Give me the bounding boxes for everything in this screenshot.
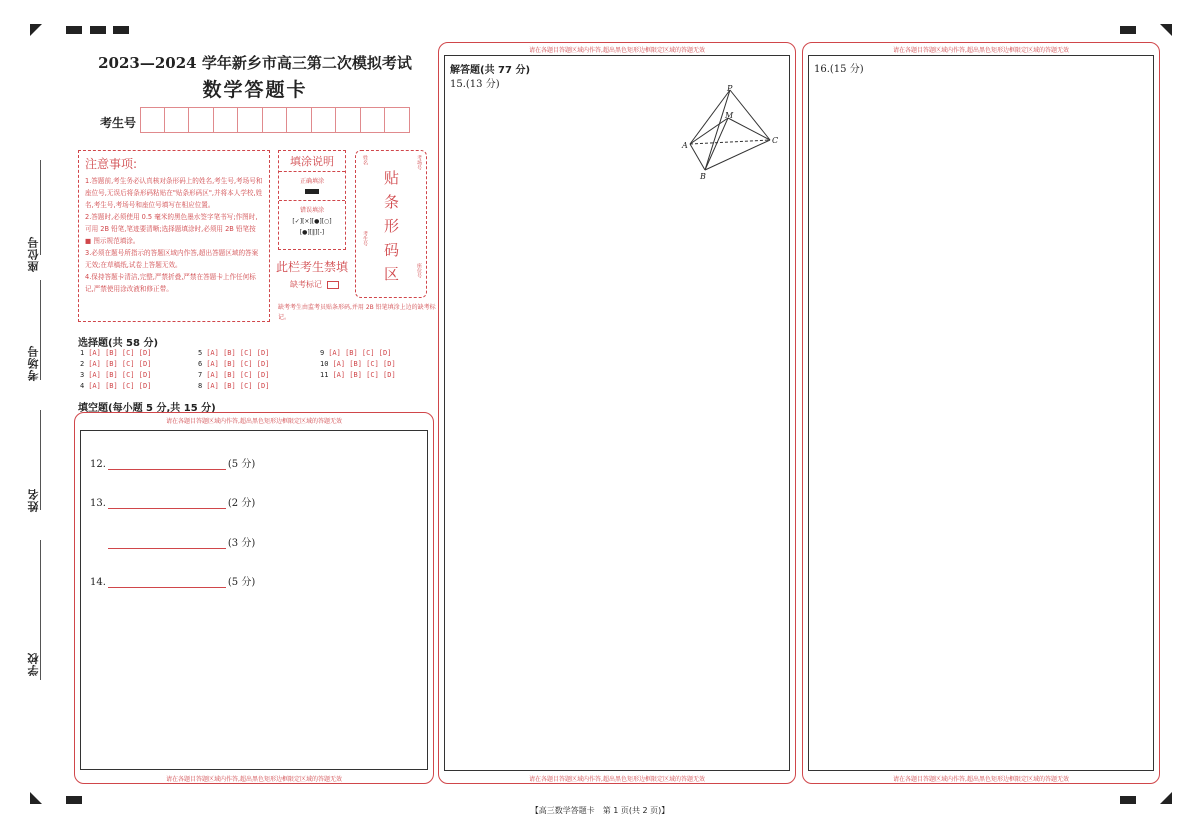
- choice-row[interactable]: 4 [A] [B] [C] [D]: [80, 382, 152, 390]
- choice-row[interactable]: 11 [A] [B] [C] [D]: [320, 371, 396, 379]
- id-cell[interactable]: [214, 107, 239, 133]
- notes-item: 1.答题前,考生务必认真核对条形码上的姓名,考生号,考场号和座位号,无误后将条形码粘贴在"贴条形码区",并将本人学校,姓名,考生号,考场号和座位号填写在相应位置。: [85, 177, 263, 209]
- id-cell[interactable]: [140, 107, 165, 133]
- choice-row[interactable]: 9 [A] [B] [C] [D]: [320, 349, 392, 357]
- notes-title: 注意事项:: [85, 157, 138, 171]
- fill-in-title: 填空题(每小题 5 分,共 15 分): [78, 403, 216, 414]
- choice-row[interactable]: 6 [A] [B] [C] [D]: [198, 360, 270, 368]
- fill-guide-box: [278, 150, 346, 250]
- id-cell[interactable]: [165, 107, 190, 133]
- label-m: M: [725, 111, 734, 120]
- corner-mark-bottom-left: [30, 792, 42, 804]
- forbid-label: 此栏考生禁填: [276, 260, 349, 274]
- barcode-char: 贴: [384, 169, 400, 187]
- id-cell[interactable]: [336, 107, 361, 133]
- card-title: 数学答题卡: [202, 79, 308, 101]
- q13-blank-a[interactable]: 13. (2 分): [90, 498, 256, 509]
- barcode-small-label: 座位号: [416, 263, 422, 278]
- choice-row[interactable]: 1 [A] [B] [C] [D]: [80, 349, 152, 357]
- correct-fill-sample: [305, 189, 319, 194]
- barcode-char: 形: [384, 217, 400, 235]
- notes-item: 4.保持答题卡清洁,完整,严禁折叠,严禁在答题卡上作任何标记,严禁使用涂改液和修正带。: [85, 273, 256, 293]
- label-p: P: [727, 84, 733, 93]
- exam-title: 2023—2024 学年新乡市高三第二次模拟考试: [98, 54, 412, 72]
- fill-in-answer-area[interactable]: [80, 430, 428, 770]
- corner-mark-bottom-right: [1160, 792, 1172, 804]
- timing-mark: [1120, 26, 1136, 34]
- choice-row[interactable]: 3 [A] [B] [C] [D]: [80, 371, 152, 379]
- warning-text: 请在各题目答题区域内作答,超出黑色矩形边框限定区域的答题无效: [529, 776, 705, 783]
- absent-label: 缺考标记: [290, 280, 322, 289]
- warning-text: 请在各题目答题区域内作答,超出黑色矩形边框限定区域的答题无效: [529, 47, 705, 54]
- timing-mark: [113, 26, 129, 34]
- choice-row[interactable]: 7 [A] [B] [C] [D]: [198, 371, 270, 379]
- id-label: 考生号: [100, 116, 137, 130]
- label-a: A: [682, 141, 688, 150]
- barcode-char: 区: [384, 265, 400, 283]
- warning-text: 请在各题目答题区域内作答,超出黑色矩形边框限定区域的答题无效: [166, 776, 342, 783]
- q14-blank[interactable]: 14. (5 分): [90, 577, 256, 588]
- id-cell[interactable]: [287, 107, 312, 133]
- choice-row[interactable]: 5 [A] [B] [C] [D]: [198, 349, 270, 357]
- q13-blank-b[interactable]: (3 分): [90, 534, 255, 549]
- choice-row[interactable]: 8 [A] [B] [C] [D]: [198, 382, 270, 390]
- absent-checkbox[interactable]: [327, 281, 339, 289]
- id-cell[interactable]: [385, 107, 410, 133]
- barcode-area: [355, 150, 427, 298]
- notes-box: [78, 150, 270, 322]
- label-c: C: [772, 136, 779, 145]
- id-cell[interactable]: [361, 107, 386, 133]
- wrong-fill-label: 错误填涂: [279, 200, 345, 214]
- label-b: B: [700, 172, 706, 181]
- pyramid-figure: [680, 82, 790, 182]
- q16-label: 16.(15 分): [814, 64, 864, 75]
- choice-row[interactable]: 2 [A] [B] [C] [D]: [80, 360, 152, 368]
- seat-label: 座位号: [27, 236, 40, 272]
- q16-answer-area[interactable]: [808, 55, 1154, 771]
- id-cell[interactable]: [238, 107, 263, 133]
- school-label: 学校: [27, 652, 40, 676]
- choice-title: 选择题(共 58 分): [78, 338, 159, 349]
- timing-mark: [66, 26, 82, 34]
- warning-text: 请在各题目答题区域内作答,超出黑色矩形边框限定区域的答题无效: [893, 776, 1069, 783]
- absent-note: 缺考考生由监考员贴条形码,并用 2B 铅笔填涂上边的缺考标记。: [278, 304, 436, 321]
- wrong-fill-examples: [✓][×][●][○]: [292, 218, 332, 225]
- page-footer: 【高三数学答题卡 第 1 页(共 2 页)】: [530, 806, 670, 815]
- name-label: 姓名: [27, 488, 40, 512]
- id-cell[interactable]: [312, 107, 337, 133]
- corner-mark-top-right: [1160, 24, 1172, 36]
- barcode-char: 条: [384, 193, 400, 211]
- id-cell[interactable]: [263, 107, 288, 133]
- q12-blank[interactable]: 12. (5 分): [90, 459, 256, 470]
- barcode-char: 码: [384, 241, 400, 259]
- room-label: 考场号: [27, 345, 40, 381]
- warning-text: 请在各题目答题区域内作答,超出黑色矩形边框限定区域的答题无效: [166, 418, 342, 425]
- warning-text: 请在各题目答题区域内作答,超出黑色矩形边框限定区域的答题无效: [893, 47, 1069, 54]
- wrong-fill-examples: [●][‖][-]: [299, 229, 325, 236]
- q15-label: 15.(13 分): [450, 79, 500, 90]
- correct-fill-label: 正确填涂: [299, 178, 324, 185]
- timing-mark: [66, 796, 82, 804]
- answer-title: 解答题(共 77 分): [450, 65, 531, 76]
- barcode-small-label: 考生号: [362, 231, 368, 246]
- corner-mark-top-left: [30, 24, 42, 36]
- notes-item: 3.必须在题号所指示的答题区域内作答,超出答题区域的答案无效;在草稿纸,试卷上答题无效。: [85, 249, 259, 269]
- choice-row[interactable]: 10 [A] [B] [C] [D]: [320, 360, 396, 368]
- timing-mark: [1120, 796, 1136, 804]
- timing-mark: [90, 26, 106, 34]
- notes-item: 2.答题时,必须使用 0.5 毫米的黑色墨水签字笔书写;作图时,可用 2B 铅笔,笔迹要清晰;选择题填涂时,必须用 2B 铅笔按 ■ 图示规范填涂。: [85, 213, 258, 245]
- student-id-boxes[interactable]: [140, 107, 410, 133]
- barcode-small-label: 考场号: [416, 155, 422, 170]
- barcode-small-label: 姓名: [362, 155, 368, 165]
- id-cell[interactable]: [189, 107, 214, 133]
- fill-guide-title: 填涂说明: [279, 151, 345, 172]
